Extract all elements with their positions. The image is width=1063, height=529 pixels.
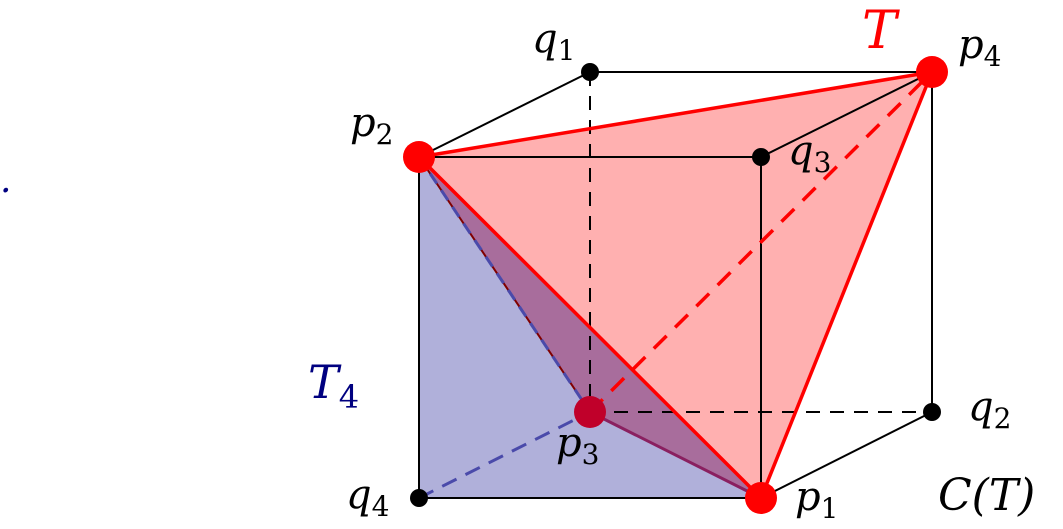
vertex-p2 — [403, 141, 435, 173]
vertex-q3 — [752, 148, 770, 166]
label-c-t: C(T) — [938, 470, 1036, 521]
vertex-p4 — [916, 56, 948, 88]
vertex-q4 — [410, 489, 428, 507]
vertex-q2 — [923, 403, 941, 421]
label-p4: $p_4$ — [958, 22, 1002, 73]
label-t4: $T_4$ — [308, 355, 360, 416]
label-p1: $p_1$ — [795, 474, 839, 525]
vertex-q1 — [581, 63, 599, 81]
label-p3: $p_3$ — [556, 420, 600, 471]
label-q1: $q_1$ — [532, 16, 576, 67]
label-q3: $q_3$ — [788, 128, 832, 179]
vertex-p1 — [745, 482, 777, 514]
label-q2: $q_2$ — [968, 384, 1012, 435]
leading-dot: . — [0, 160, 12, 201]
label-p2: $p_2$ — [350, 100, 394, 151]
label-t: T — [862, 1, 897, 61]
label-q4: $q_4$ — [346, 472, 390, 523]
